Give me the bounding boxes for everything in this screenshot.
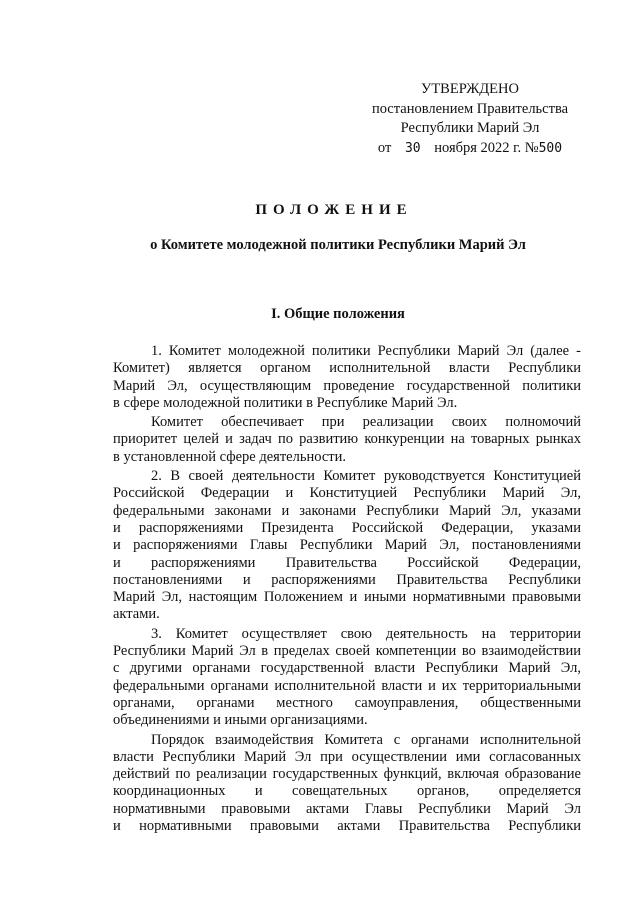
paragraph-line: 1. Комитет молодежной политики Республики Марий Эл (далее - (151, 343, 581, 359)
paragraph-line: Комитет обеспечивает при реализации своих полномочий (151, 414, 581, 431)
document-subtitle: о Комитете молодежной политики Республики Марий Эл (150, 237, 526, 253)
paragraph (113, 732, 581, 836)
approval-authority: Республики Марий Эл (400, 120, 540, 136)
paragraph-line: органами, органами местного самоуправления, общественными (113, 694, 581, 711)
paragraph-line: и нормативными правовыми актами Правительства Республики (113, 818, 581, 835)
paragraph-line: постановлениями и распоряжениями Правительства Республики (113, 571, 581, 588)
paragraph-line: Порядок взаимодействия Комитета с органами исполнительной (151, 731, 581, 748)
approval-month-year: ноября 2022 г. № (434, 139, 539, 156)
paragraph-line: с другими органами государственной власти Республики Марий Эл, (113, 660, 581, 677)
paragraph-line: координационных и совещательных органов, определяется (113, 783, 581, 800)
paragraph-line: Марий Эл, осуществляющим проведение государственной политики (113, 377, 581, 394)
paragraph-line: действий по реализации государственных функций, включая образование (113, 766, 581, 783)
approval-date-line (340, 139, 600, 159)
document-body (113, 343, 581, 837)
paragraph-line: федеральными органами исполнительной власти и их территориальными (113, 677, 581, 694)
paragraph (113, 414, 581, 466)
paragraph-line: и распоряжениями Главы Республики Марий Эл, постановлениями (113, 537, 581, 554)
paragraph-line: Республики Марий Эл в пределах своей компетенции во взаимодействии (113, 643, 581, 660)
paragraph-line: Марий Эл, настоящим Положением и иными нормативными правовыми (113, 589, 581, 606)
approval-number: 500 (538, 140, 563, 156)
paragraph-line: власти Республики Марий Эл при осуществлении ими согласованных (113, 748, 581, 765)
paragraph-line: в сфере молодежной политики в Республике Марий Эл. (113, 394, 458, 411)
approval-heading: УТВЕРЖДЕНО (421, 81, 519, 97)
paragraph (113, 343, 581, 412)
paragraph-line: и распоряжениями Правительства Российской Федерации, (113, 554, 581, 571)
paragraph-line: Комитет) является органом исполнительной власти Республики (113, 360, 581, 377)
paragraph (113, 626, 581, 730)
paragraph-line: объединениями и иными организациями. (113, 712, 368, 729)
approval-day: 30 (404, 140, 421, 156)
approval-by: постановлением Правительства (371, 100, 569, 117)
paragraph-line: в установленной сфере деятельности. (113, 448, 346, 465)
paragraph (113, 468, 581, 624)
approval-from: от (377, 139, 392, 156)
paragraph-line: федеральными законами и законами Республики Марий Эл, указами (113, 502, 581, 519)
paragraph-line: 3. Комитет осуществляет свою деятельность на территории (151, 625, 581, 642)
approval-stamp (340, 80, 600, 158)
paragraph-line: Российской Федерации и Конституцией Республики Марий Эл, (113, 485, 581, 502)
paragraph-line: нормативными правовыми актами Главы Республики Марий Эл (113, 800, 581, 817)
paragraph-line: и распоряжениями Президента Российской Федерации, указами (113, 519, 581, 536)
document-title: ПОЛОЖЕНИЕ (255, 202, 413, 218)
paragraph-line: 2. В своей деятельности Комитет руководствуется Конституцией (151, 468, 581, 485)
paragraph-line: приоритет целей и задач по развитию конкуренции на товарных рынках (113, 431, 581, 448)
paragraph-line: актами. (113, 606, 160, 623)
section-title: I. Общие положения (271, 306, 405, 322)
